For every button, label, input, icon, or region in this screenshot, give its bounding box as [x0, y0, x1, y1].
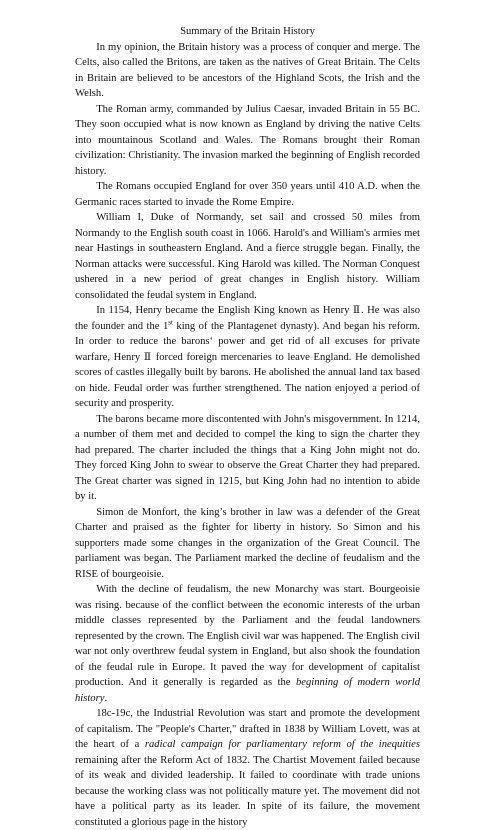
paragraph-roman-occupation: The Romans occupied England for over 350 years until 410 A.D. when the Germanic races started to invade the Rome Empire.	[75, 181, 420, 208]
paragraph-henry-ii	[75, 303, 420, 412]
paragraph-great-charter: The barons became more discontented with John's misgovernment. In 1214, a number of them met and decided to compel the king to sign the charter they had prepared. The charter included the things that a King John might not do. They forced King John to swear to observe the Great Charter they had prepared. The Great charter was signed in 1215, but King John had no intention to abide by it.	[75, 413, 420, 502]
civil-war-end: .	[104, 692, 108, 704]
civil-war-italic: beginning of modern world history	[75, 677, 420, 704]
paragraph-civil-war	[75, 582, 420, 706]
industrial-italic: radical campaign for parliamentary reform of the inequities	[144, 739, 420, 750]
henry-text-2: king of the Plantagenet dynasty). And began his reform. In order to reduce the barons‘ power and get rid of all excuses for private warfare, Henry Ⅱ forced foreign mercenaries to leave England. He demolished scores of castles illegally built by barons. He abolished the annual land tax based on hide. Feudal order was further strengthened. The nation enjoyed a period of security and prosperity.	[75, 320, 420, 409]
industrial-text-2: remaining after the Reform Act of 1832. The Chartist Movement failed because of its weak and divided leadership. It failed to coordinate with trade unions because the working class was not politically mature yet. The movement did not have a political party as its leader. In spite of its failure, the movement constituted a glorious page in the history	[75, 754, 420, 828]
civil-war-text: With the decline of feudalism, the new Monarchy was start. Bourgeoisie was rising. because of the conflict between the economic interests of the urban middle classes represented by the Parliament and the feudal landowners represented by the crown. The English civil war was happened. The English civil war not only overthrew feudal system in England, but also shook the foundation of the feudal rule in Europe. It paved the way for development of capitalist production. And it generally is regarded as the	[75, 584, 420, 688]
paragraph-parliament: Simon de Monfort, the king’s brother in law was a defender of the Great Charter and praised as the fighter for liberty in history. So Simon and his supporters made some changes in the organization of the Great Council. The parliament was began. The Parliament marked the decline of feudalism and the RISE of bourgeoisie.	[75, 506, 420, 580]
industrial-text-1: 18c-19c, the Industrial Revolution was start and promote the development of capitalism. The "People's Charter," drafted in 1838 by William Lovett, was at the heart of a	[75, 708, 420, 750]
henry-superscript: st	[168, 317, 173, 326]
document-body	[75, 24, 420, 830]
paragraph-norman-conquest: William I, Duke of Normandy, set sail and crossed 50 miles from Normandy to the English south coast in 1066. Harold's and William's armies met near Hastings in southeastern England. And a fierce struggle began. Finally, the Norman attacks were successful. King Harold was killed. The Norman Conquest ushered in a new period of great changes in English history. William consolidated the feudal system in England.	[75, 212, 420, 301]
paragraph-romans: The Roman army, commanded by Julius Caesar, invaded Britain in 55 BC. They soon occupied what is now known as England by driving the native Celts into mountainous Scotland and Wales. The Romans brought their Roman civilization: Christianity. The invasion marked the beginning of English recorded history.	[75, 103, 420, 177]
paragraph-celts: In my opinion, the Britain history was a process of conquer and merge. The Celts, also called the Britons, are taken as the natives of Great Britain. The Celts in Britain are believed to be ancestors of the Highland Scots, the Irish and the Welsh.	[75, 41, 420, 99]
henry-text-1: In 1154, Henry became the English King known as Henry Ⅱ. He was also the founder and the 1	[75, 305, 420, 332]
paragraph-industrial-revolution	[75, 706, 420, 830]
document-title: Summary of the Britain History	[180, 26, 315, 37]
